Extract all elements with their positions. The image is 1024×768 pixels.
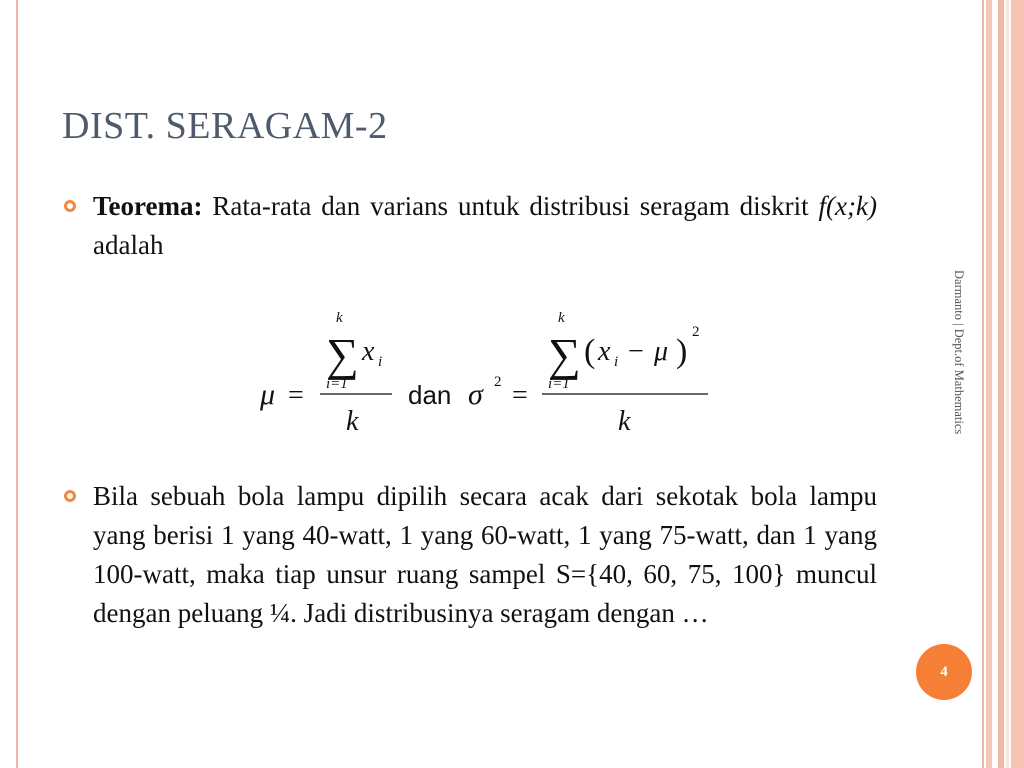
summation-sign: ∑ bbox=[326, 329, 359, 380]
connector-word: dan bbox=[408, 380, 452, 410]
x-variable: x bbox=[598, 336, 611, 367]
bullet-marker bbox=[64, 490, 76, 502]
decor-stripe bbox=[1011, 0, 1024, 768]
close-paren: ) bbox=[676, 333, 688, 370]
example-paragraph: Bila sebuah bola lampu dipilih secara acak dari sekotak bola lampu yang berisi 1 yang 40-watt, 1 yang 60-watt, 1 yang 75-watt, dan 1 yang 100-watt, maka tiap unsur ruang sampel S={40, 60, 75, 100} muncul dengan peluang ¼. Jadi distribusinya seragam dengan … bbox=[93, 481, 877, 628]
lower-limit: i=1 bbox=[548, 376, 570, 392]
denominator-k: k bbox=[346, 406, 359, 437]
footer-vertical-label bbox=[944, 270, 974, 540]
theorem-text-end: adalah bbox=[93, 230, 164, 260]
bullet-marker bbox=[64, 200, 76, 212]
theorem-label: Teorema: bbox=[93, 191, 203, 221]
equals-sign: = bbox=[512, 380, 528, 411]
slide-title: DIST. SERAGAM-2 bbox=[62, 105, 388, 147]
decor-stripe bbox=[1006, 0, 1009, 768]
lower-limit: i=1 bbox=[326, 376, 348, 392]
decor-stripe bbox=[986, 0, 992, 768]
mu-symbol: μ bbox=[260, 378, 276, 411]
upper-limit: k bbox=[336, 310, 343, 326]
page-number-badge: 4 bbox=[916, 644, 972, 700]
subscript-i: i bbox=[614, 354, 619, 370]
denominator-k: k bbox=[618, 406, 631, 437]
minus-sign: − bbox=[628, 336, 644, 367]
function-notation: f(x;k) bbox=[818, 191, 877, 221]
mean-variance-formula bbox=[258, 300, 718, 440]
sigma-symbol: σ bbox=[468, 378, 483, 411]
summation-sign: ∑ bbox=[548, 329, 581, 380]
mu-symbol: μ bbox=[654, 336, 669, 367]
decor-stripe bbox=[998, 0, 1004, 768]
equals-sign: = bbox=[288, 380, 304, 411]
theorem-paragraph bbox=[93, 187, 877, 265]
upper-limit: k bbox=[558, 310, 565, 326]
subscript-i: i bbox=[378, 354, 383, 370]
footer-text: Darmanto | Dept.of Mathematics bbox=[952, 270, 966, 435]
square-power: 2 bbox=[692, 324, 700, 340]
sigma-power: 2 bbox=[494, 374, 502, 390]
open-paren: ( bbox=[584, 333, 596, 370]
theorem-text: Rata-rata dan varians untuk distribusi seragam diskrit bbox=[202, 191, 819, 221]
x-variable: x bbox=[362, 336, 375, 367]
